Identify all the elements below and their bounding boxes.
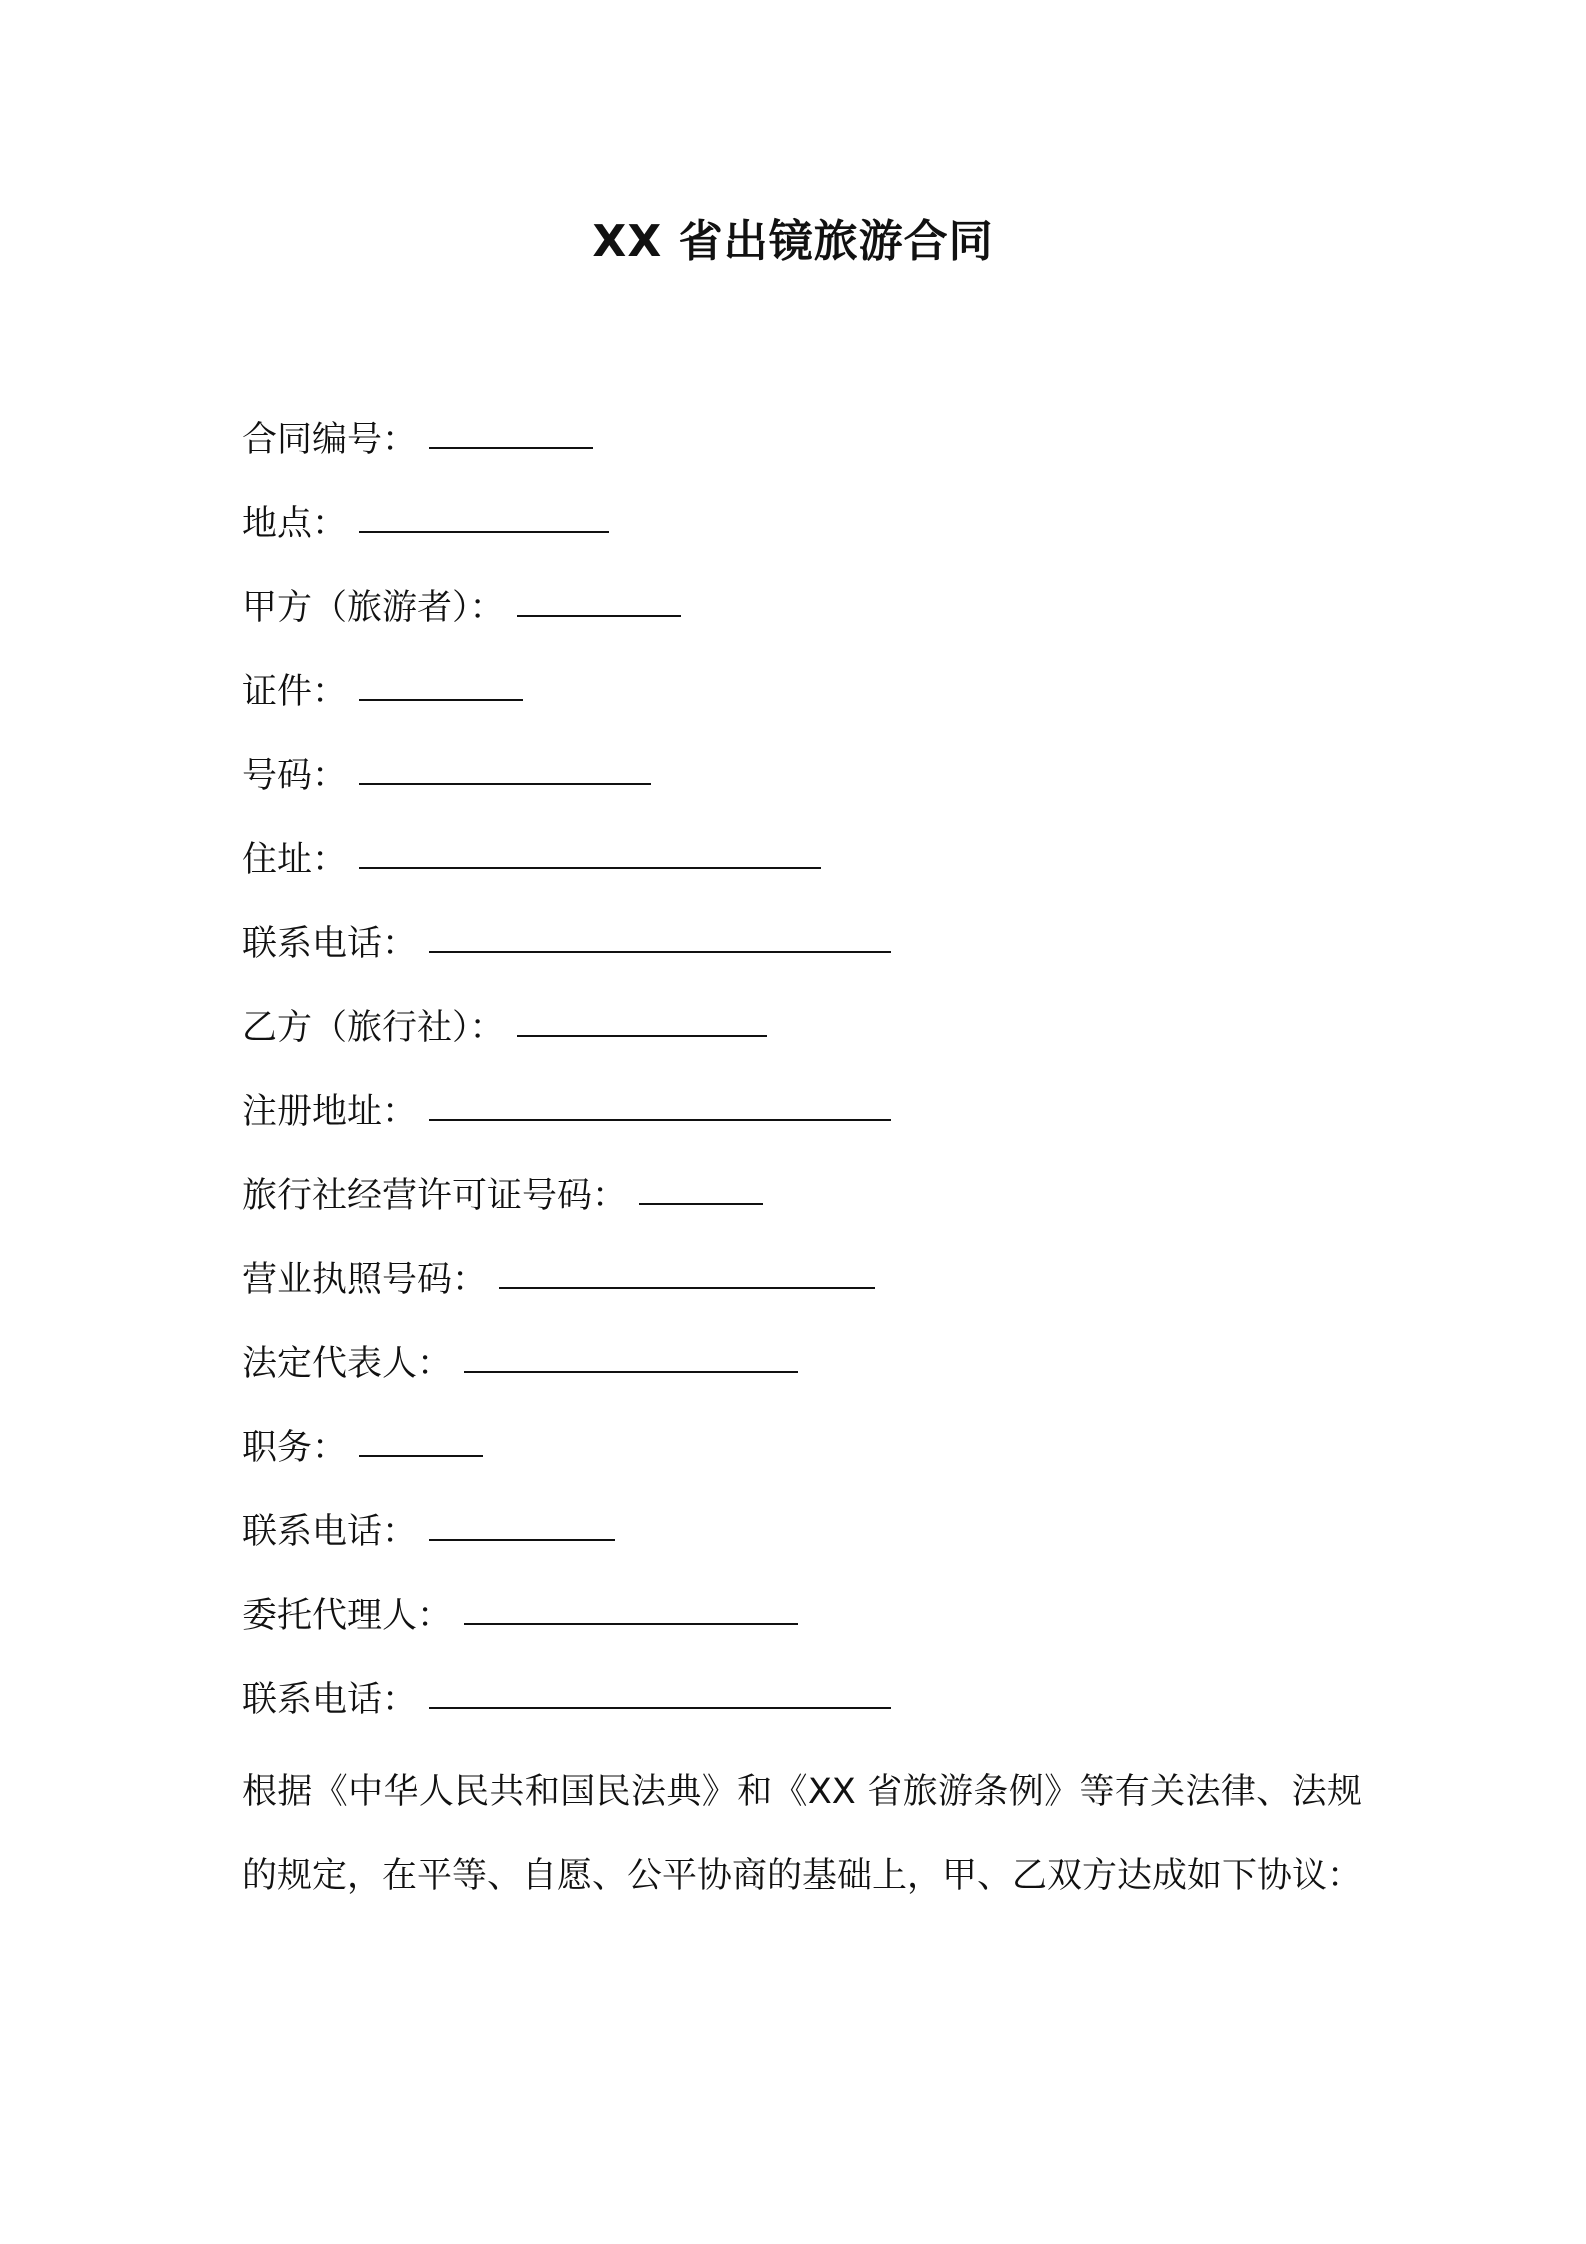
field-license-number	[242, 1161, 1392, 1245]
field-phone-b	[242, 1497, 1392, 1581]
field-legal-representative	[242, 1329, 1392, 1413]
field-label: 乙方（旅行社）：	[242, 1008, 505, 1048]
document-title: XX 省出镜旅游合同	[592, 216, 994, 267]
field-business-license	[242, 1245, 1392, 1329]
field-position	[242, 1413, 1392, 1497]
field-registered-address	[242, 1077, 1392, 1161]
fill-in-blank[interactable]	[499, 1245, 875, 1289]
field-phone-agent	[242, 1665, 1392, 1749]
field-label: 联系电话：	[242, 924, 418, 964]
field-label: 甲方（旅游者）：	[242, 588, 505, 628]
field-label: 住址：	[242, 840, 348, 880]
field-label: 旅行社经营许可证号码：	[242, 1176, 628, 1216]
fill-in-blank[interactable]	[429, 405, 593, 449]
field-label: 法定代表人：	[242, 1344, 453, 1384]
fill-in-blank[interactable]	[517, 573, 681, 617]
field-authorized-agent	[242, 1581, 1392, 1665]
fill-in-blank[interactable]	[639, 1161, 763, 1205]
field-location	[242, 489, 1392, 573]
field-label: 证件：	[242, 672, 348, 712]
field-label: 号码：	[242, 756, 348, 796]
fill-in-blank[interactable]	[429, 1077, 891, 1121]
fill-in-blank[interactable]	[517, 993, 767, 1037]
field-contract-number	[242, 405, 1392, 489]
field-label: 委托代理人：	[242, 1596, 453, 1636]
field-phone-a	[242, 909, 1392, 993]
preamble-paragraph: 根据《中华人民共和国民法典》和《XX 省旅游条例》等有关法律、法规的规定，在平等、自愿、公平协商的基础上，甲、乙双方达成如下协议：	[242, 1772, 1363, 1896]
field-label: 地点：	[242, 504, 348, 544]
fill-in-blank[interactable]	[359, 741, 651, 785]
fill-in-blank[interactable]	[429, 1665, 891, 1709]
field-label: 联系电话：	[242, 1512, 418, 1552]
fill-in-blank[interactable]	[429, 1497, 615, 1541]
fill-in-blank[interactable]	[464, 1329, 798, 1373]
field-party-a	[242, 573, 1392, 657]
fill-in-blank[interactable]	[359, 489, 609, 533]
fill-in-blank[interactable]	[359, 657, 523, 701]
contract-fields	[242, 405, 1392, 1749]
field-label: 职务：	[242, 1428, 348, 1468]
field-label: 注册地址：	[242, 1092, 418, 1132]
fill-in-blank[interactable]	[359, 1413, 483, 1457]
field-id-number	[242, 741, 1392, 825]
fill-in-blank[interactable]	[359, 825, 821, 869]
field-label: 联系电话：	[242, 1680, 418, 1720]
field-party-b	[242, 993, 1392, 1077]
fill-in-blank[interactable]	[464, 1581, 798, 1625]
field-address	[242, 825, 1392, 909]
fill-in-blank[interactable]	[429, 909, 891, 953]
field-id-document	[242, 657, 1392, 741]
field-label: 合同编号：	[242, 420, 418, 460]
field-label: 营业执照号码：	[242, 1260, 488, 1300]
